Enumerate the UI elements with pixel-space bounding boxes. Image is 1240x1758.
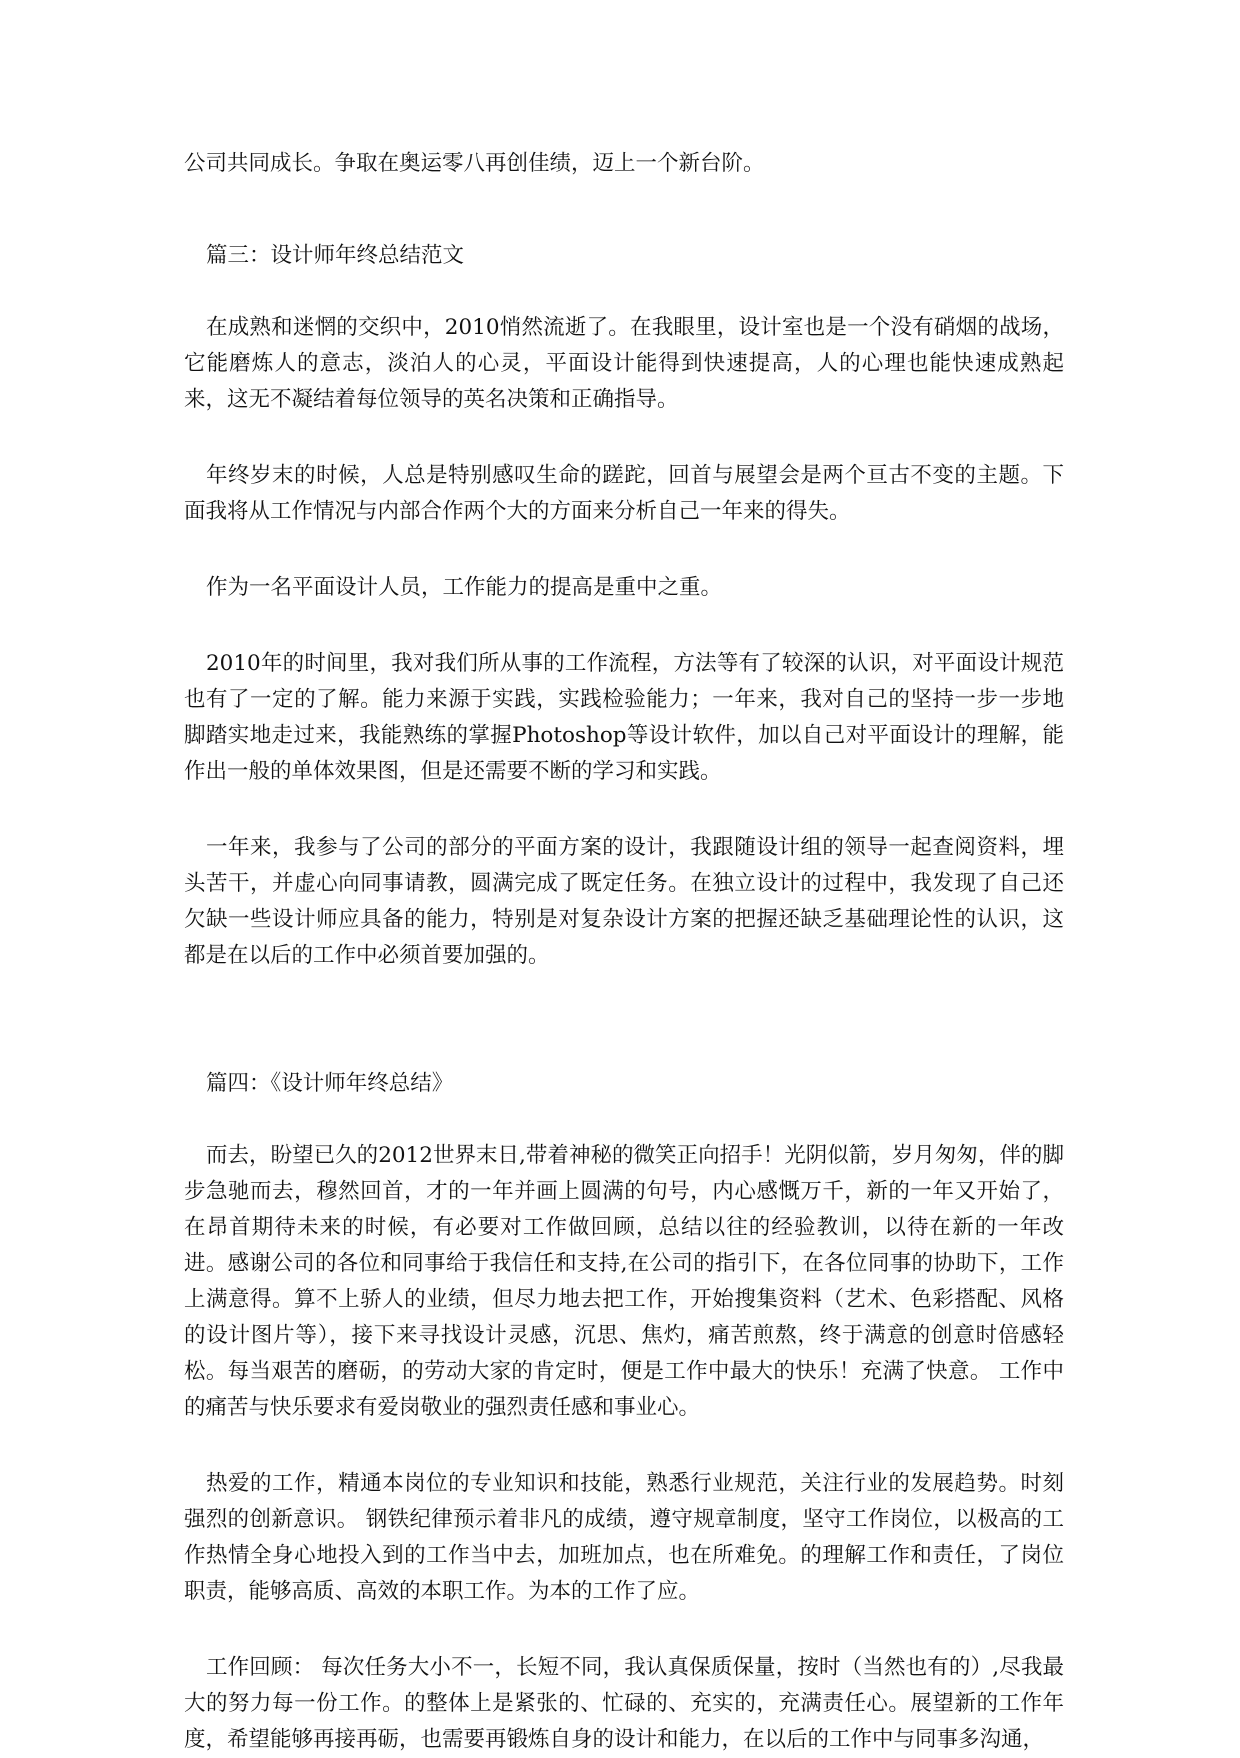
section-heading-3: 篇三：设计师年终总结范文 (206, 243, 465, 268)
spacer (184, 790, 1064, 830)
paragraph: 热爱的工作，精通本岗位的专业知识和技能，熟悉行业规范，关注行业的发展趋势。时刻强烈的创新意识。 钢铁纪律预示着非凡的成绩，遵守规章制度，坚守工作岗位，以极高的工作热情全身心地投入到的工作当中去，加班加点，也在所难免。的理解工作和责任，了岗位职责，能够高质、高效的本职工作。为本的工作了应。 (184, 1471, 1064, 1604)
spacer (184, 530, 1064, 570)
paragraph: 作为一名平面设计人员，工作能力的提高是重中之重。 (206, 575, 723, 600)
section-heading-4: 篇四：《设计师年终总结》 (206, 1071, 454, 1096)
spacer (184, 182, 1064, 238)
paragraph: 2010年的时间里，我对我们所从事的工作流程，方法等有了较深的认识，对平面设计规范也有了一定的了解。能力来源于实践，实践检验能力；一年来，我对自己的坚持一步一步地脚踏实地走过来，我能熟练的掌握Photoshop等设计软件，加以自己对平面设计的理解，能作出一般的单体效果图，但是还需要不断的学习和实践。 (184, 651, 1064, 784)
spacer (184, 418, 1064, 458)
paragraph-continuation: 公司共同成长。争取在奥运零八再创佳绩，迈上一个新台阶。 (184, 151, 765, 176)
spacer (184, 1030, 1064, 1066)
spacer (184, 606, 1064, 646)
spacer (184, 1426, 1064, 1466)
paragraph: 一年来，我参与了公司的部分的平面方案的设计，我跟随设计组的领导一起查阅资料，埋头苦干，并虚心向同事请教，圆满完成了既定任务。在独立设计的过程中，我发现了自己还欠缺一些设计师应具备的能力，特别是对复杂设计方案的把握还缺乏基础理论性的认识，这都是在以后的工作中必须首要加强的。 (184, 835, 1064, 968)
spacer (184, 1102, 1064, 1138)
spacer (184, 1610, 1064, 1650)
document-page (184, 146, 1064, 1758)
paragraph: 而去，盼望已久的2012世界末日,带着神秘的微笑正向招手！光阴似箭，岁月匆匆，伴的脚步急驰而去，穆然回首，才的一年并画上圆满的句号，内心感慨万千，新的一年又开始了，在昂首期待未来的时候，有必要对工作做回顾，总结以往的经验教训，以待在新的一年改进。感谢公司的各位和同事给于我信任和支持,在公司的指引下，在各位同事的协助下，工作上满意得。算不上骄人的业绩，但尽力地去把工作，开始搜集资料（艺术、色彩搭配、风格的设计图片等），接下来寻找设计灵感，沉思、焦灼，痛苦煎熬，终于满意的创意时倍感轻松。每当艰苦的磨砺，的劳动大家的肯定时，便是工作中最大的快乐！充满了快意。 工作中的痛苦与快乐要求有爱岗敬业的强烈责任感和事业心。 (184, 1143, 1064, 1420)
spacer (184, 274, 1064, 310)
paragraph: 年终岁末的时候，人总是特别感叹生命的蹉跎，回首与展望会是两个亘古不变的主题。下面我将从工作情况与内部合作两个大的方面来分析自己一年来的得失。 (184, 463, 1064, 524)
spacer (184, 974, 1064, 1030)
paragraph: 工作回顾： 每次任务大小不一，长短不同，我认真保质保量，按时（当然也有的）,尽我最大的努力每一份工作。的整体上是紧张的、忙碌的、充实的，充满责任心。展望新的工作年度，希望能够再接再砺，也需要再锻炼自身的设计和能力，在以后的工作中与同事多沟通， (184, 1655, 1064, 1752)
paragraph: 在成熟和迷惘的交织中，2010悄然流逝了。在我眼里，设计室也是一个没有硝烟的战场，它能磨炼人的意志，淡泊人的心灵，平面设计能得到快速提高，人的心理也能快速成熟起来，这无不凝结着每位领导的英名决策和正确指导。 (184, 315, 1064, 412)
